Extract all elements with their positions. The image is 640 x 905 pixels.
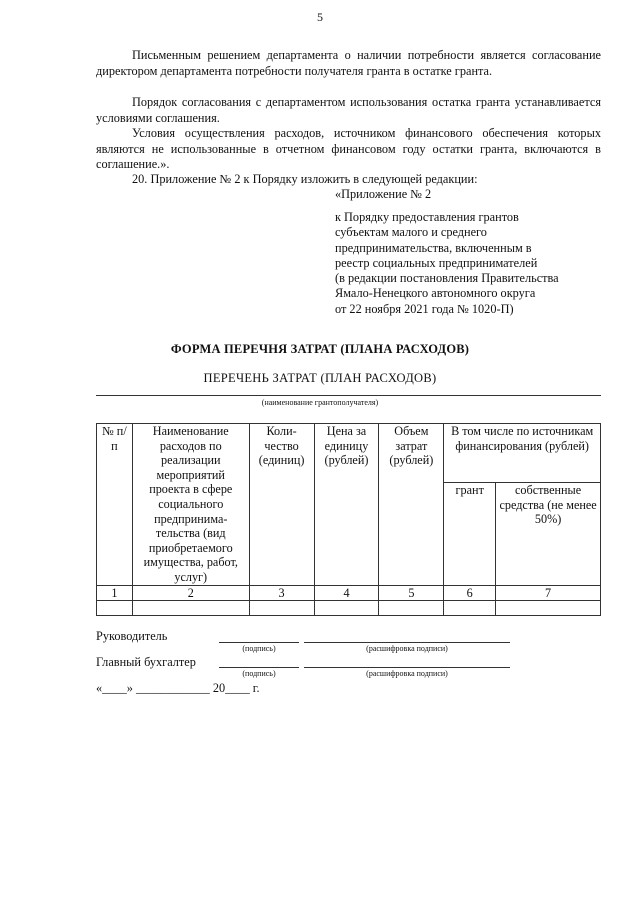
table-row [97, 585, 601, 601]
table-cell [496, 601, 601, 616]
header-grant: грант [444, 483, 496, 586]
table-cell [379, 601, 444, 616]
paragraph-approval-procedure: Порядок согласования с департаментом использования остатка гранта устанавливается условиями соглашения. [96, 95, 601, 125]
appendix-line: (в редакции постановления Правительства [335, 271, 559, 286]
accountant-signature-caption: (подпись) [242, 669, 276, 678]
form-title: ФОРМА ПЕРЕЧНЯ ЗАТРАТ (ПЛАНА РАСХОДОВ) [170, 342, 470, 356]
header-unit-price: Цена за единицу (рублей) [314, 424, 379, 586]
column-number: 7 [496, 585, 601, 601]
table-cell [249, 601, 314, 616]
table-cell [132, 601, 249, 616]
header-funding-sources: В том числе по источникам финансирования (рублей) [444, 424, 601, 483]
header-own-funds: собственные средства (не менее 50%) [496, 483, 601, 586]
table-row [97, 601, 601, 616]
appendix-line: субъектам малого и среднего [335, 225, 487, 240]
page-number: 5 [317, 10, 323, 24]
column-number: 5 [379, 585, 444, 601]
appendix-line: от 22 ноября 2021 года № 1020-П) [335, 301, 514, 316]
column-number: 6 [444, 585, 496, 601]
head-decoding-caption: (расшифровка подписи) [366, 644, 448, 653]
column-number: 1 [97, 585, 133, 601]
head-signature-line [219, 642, 299, 643]
accountant-signature-line [219, 667, 299, 668]
costs-table [96, 423, 601, 616]
column-number: 2 [132, 585, 249, 601]
paragraph-written-decision: Письменным решением департамента о наличии потребности является согласование директором департамента потребности получателя гранта в остатке гранта. [96, 48, 601, 78]
appendix-line: предпринимательства, включенным в [335, 240, 532, 255]
header-expense-name: Наименование расходов по реализации мероприятий проекта в сфере социального предпринима-тельства (вид приобретаемого имущества, работ, услуг) [132, 424, 249, 586]
header-num: № п/п [97, 424, 133, 586]
head-signature-caption: (подпись) [242, 644, 276, 653]
head-label: Руководитель [96, 629, 168, 643]
header-quantity: Коли-чество (единиц) [249, 424, 314, 586]
grantee-caption: (наименование грантополучателя) [261, 398, 379, 407]
head-decoding-line [304, 642, 510, 643]
appendix-reference [335, 210, 625, 317]
table-cell [314, 601, 379, 616]
list-title: ПЕРЕЧЕНЬ ЗАТРАТ (ПЛАН РАСХОДОВ) [203, 371, 437, 385]
column-number: 3 [249, 585, 314, 601]
accountant-decoding-line [304, 667, 510, 668]
accountant-label: Главный бухгалтер [96, 655, 196, 669]
column-number: 4 [314, 585, 379, 601]
grantee-name-line [96, 395, 601, 396]
date-line: «____» ____________ 20____ г. [96, 681, 260, 695]
table-cell [444, 601, 496, 616]
accountant-decoding-caption: (расшифровка подписи) [366, 669, 448, 678]
appendix-heading: «Приложение № 2 [335, 187, 432, 201]
appendix-line: реестр социальных предпринимателей [335, 255, 538, 270]
paragraph-expense-conditions: Условия осуществления расходов, источником финансового обеспечения которых являются не использованные в отчетном финансовом году остатки гранта, включаются в соглашение.». [96, 126, 601, 171]
header-cost-volume: Объем затрат (рублей) [379, 424, 444, 586]
appendix-line: Ямало-Ненецкого автономного округа [335, 286, 536, 301]
appendix-line: к Порядку предоставления грантов [335, 210, 519, 224]
paragraph-item-20: 20. Приложение № 2 к Порядку изложить в следующей редакции: [132, 172, 478, 186]
table-header-row [97, 424, 601, 483]
table-cell [97, 601, 133, 616]
